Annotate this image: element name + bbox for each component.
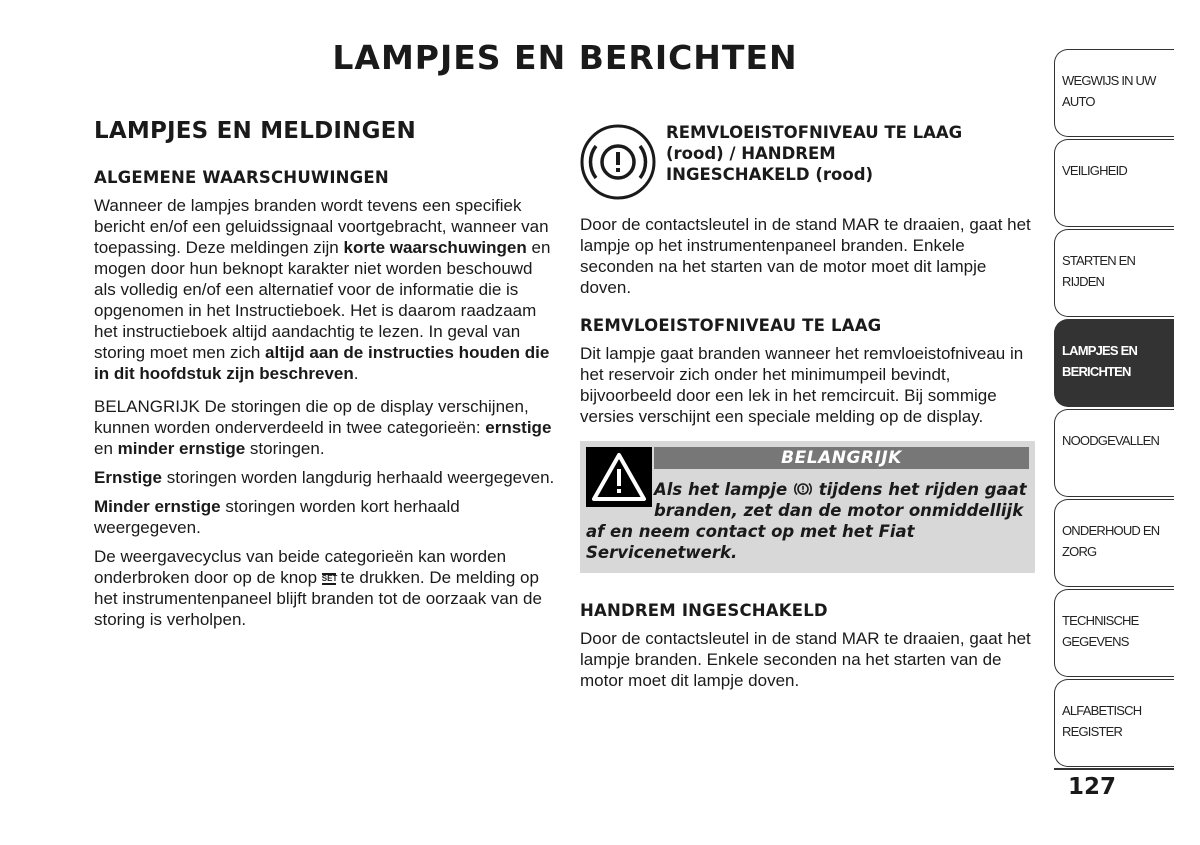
- text-span: tijdens het rijden gaat: [812, 480, 1027, 499]
- warning-line: [586, 479, 1027, 500]
- text-span: te drukken. De melding op het instrumentenpaneel blijft branden tot de oorzaak van de storing is verholpen.: [94, 568, 542, 629]
- bold-span: Ernstige: [94, 468, 163, 487]
- text-span: .: [353, 364, 359, 383]
- paragraph-fluid-low: Dit lampje gaat branden wanneer het remvloeistofniveau in het reservoir zich onder het minimumpeil bevindt, bijvoorbeeld door een lek in het remcircuit. Bij sommige versies verschijnt een speciale melding op de display.: [580, 344, 1024, 426]
- text-span: Als het lampje: [654, 480, 793, 499]
- text-span: en mogen door hun beknopt karakter niet worden beschouwd als volledig en/of een alternatief voor de informatie die is opgenomen in het Instructieboek. Het is daarom raadzaam het instructieboek altijd aandachtig te lezen. In geval van storing moet men zich: [94, 238, 551, 362]
- text-span: storingen.: [245, 439, 325, 458]
- chapter-tabs: [1054, 49, 1174, 769]
- tab-onderhoud[interactable]: ONDERHOUD EN ZORG: [1054, 499, 1174, 587]
- bold-span: minder ernstige: [117, 439, 246, 458]
- tab-divider: [1054, 768, 1174, 770]
- set-button-icon: SET: [321, 574, 338, 583]
- paragraph-general-warnings: [94, 195, 556, 384]
- title-line: REMVLOEISTOFNIVEAU TE LAAG: [666, 123, 963, 142]
- subsection-title-fluid-low: REMVLOEISTOFNIVEAU TE LAAG: [580, 316, 882, 335]
- warning-line: af en neem contact op met het Fiat Servicenetwerk.: [586, 522, 915, 562]
- tab-starten[interactable]: STARTEN EN RIJDEN: [1054, 229, 1174, 317]
- text-span: De weergavecyclus van beide categorieën kan worden onderbroken door op de knop: [94, 547, 507, 587]
- warning-line: branden, zet dan de motor onmiddellijk: [654, 501, 1024, 520]
- left-column: [94, 118, 556, 642]
- subsection-title-handbrake: HANDREM INGESCHAKELD: [580, 601, 828, 620]
- bold-span: ernstige: [485, 418, 552, 437]
- important-warning-box: [580, 441, 1035, 573]
- paragraph-lamp-on: Door de contactsleutel in de stand MAR te draaien, gaat het lampje op het instrumentenpaneel branden. Enkele seconden na het starten van de motor moet dit lampje doven.: [580, 215, 1031, 297]
- title-line: (rood) / HANDREM: [666, 144, 836, 163]
- warning-header: BELANGRIJK: [654, 447, 1029, 469]
- tab-wegwijs[interactable]: WEGWIJS IN UW AUTO: [1054, 49, 1174, 137]
- paragraph-less-serious: [94, 496, 556, 538]
- tab-noodgevallen[interactable]: NOODGEVALLEN: [1054, 409, 1174, 497]
- bold-span: korte waarschuwingen: [343, 238, 527, 257]
- tab-technische[interactable]: TECHNISCHE GEGEVENS: [1054, 589, 1174, 677]
- paragraph-serious: [94, 467, 556, 488]
- paragraph-display-cycle: [94, 546, 556, 630]
- brake-warning-icon: [580, 124, 656, 200]
- paragraph-handbrake: Door de contactsleutel in de stand MAR te draaien, gaat het lampje branden. Enkele seconden na het starten van de motor moet dit lampje doven.: [580, 629, 1031, 690]
- section-title: LAMPJES EN MELDINGEN: [94, 118, 417, 144]
- page-number: 127: [1068, 774, 1117, 800]
- tab-veiligheid[interactable]: VEILIGHEID: [1054, 139, 1174, 227]
- text-span: Wanneer de lampjes branden wordt tevens een specifiek bericht en/of een geluidssignaal voortgebracht, wanneer van toepassing. Deze meldingen zijn: [94, 196, 549, 257]
- subsection-title-general-warnings: ALGEMENE WAARSCHUWINGEN: [94, 168, 389, 187]
- text-span: en: [94, 439, 118, 458]
- text-span: BELANGRIJK De storingen die op de display verschijnen, kunnen worden onderverdeeld in twee categorieën:: [94, 397, 529, 437]
- tab-register[interactable]: ALFABETISCH REGISTER: [1054, 679, 1174, 767]
- text-span: storingen worden kort herhaald weergegeven.: [94, 497, 460, 537]
- brake-lamp-title: [666, 122, 962, 185]
- brake-warning-inline-icon: [793, 480, 813, 498]
- page-title: LAMPJES EN BERICHTEN: [332, 38, 798, 77]
- brake-lamp-header: [580, 118, 1035, 200]
- title-line: INGESCHAKELD (rood): [666, 165, 874, 184]
- tab-lampjes-active[interactable]: LAMPJES EN BERICHTEN: [1054, 319, 1174, 407]
- warning-text: [586, 479, 1027, 563]
- bold-span: Minder ernstige: [94, 497, 221, 516]
- right-column: [580, 118, 1035, 703]
- bold-span: altijd aan de instructies houden die in dit hoofdstuk zijn beschreven: [94, 343, 550, 383]
- paragraph-important: [94, 396, 556, 459]
- text-span: storingen worden langdurig herhaald weergegeven.: [162, 468, 555, 487]
